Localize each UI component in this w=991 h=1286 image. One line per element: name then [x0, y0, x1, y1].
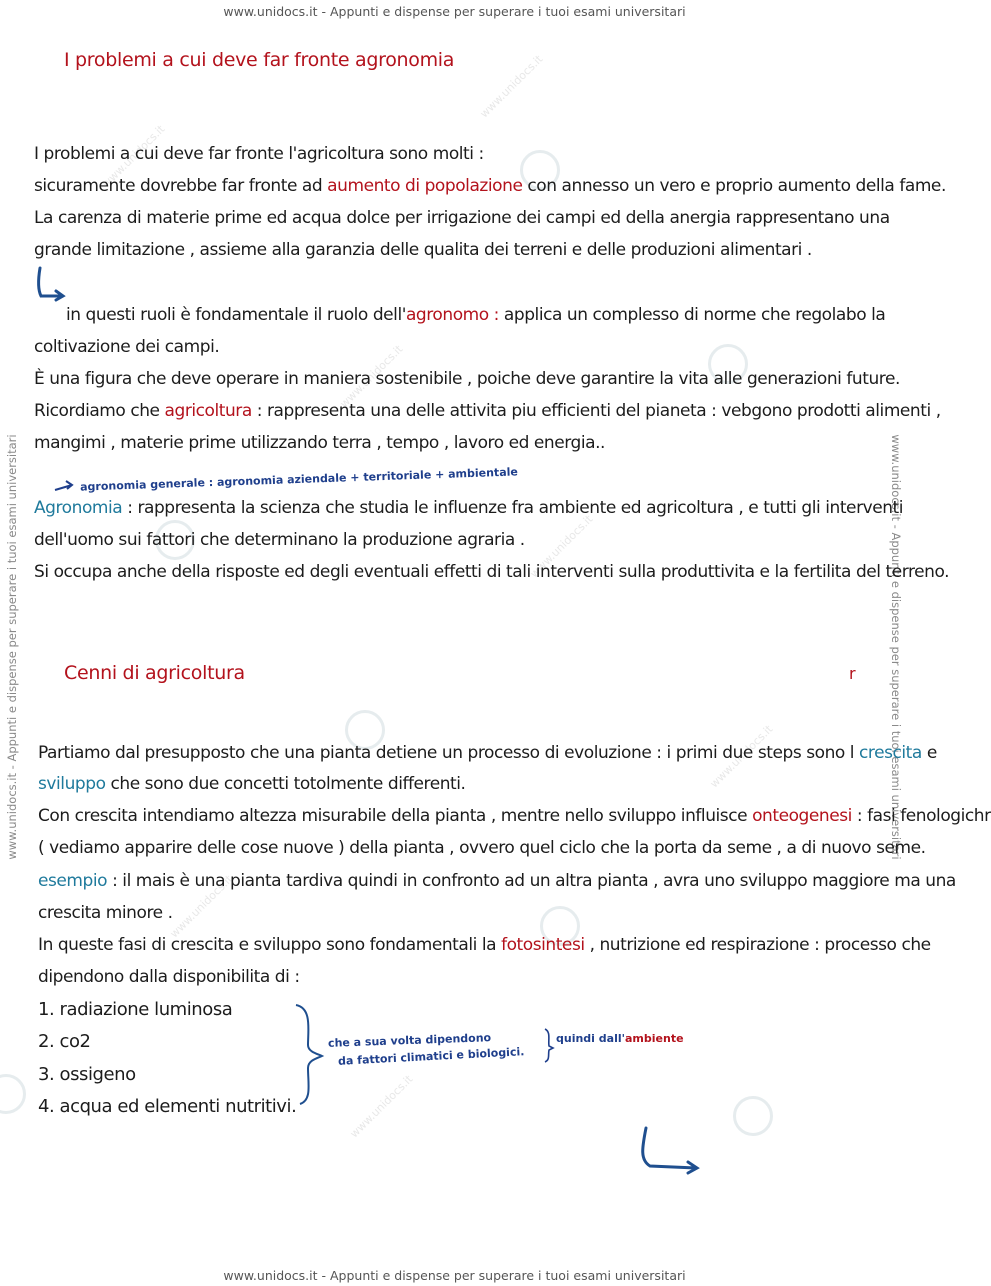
watermark-right: www.unidocs.it - Appunti e dispense per superare i tuoi esami universitari	[889, 434, 903, 860]
watermark-ghost: www.unidocs.it	[337, 342, 406, 411]
arrow-icon	[39, 268, 63, 300]
corner-mark: r	[849, 664, 856, 683]
watermark-left: www.unidocs.it - Appunti e dispense per superare i tuoi esami universitari	[5, 434, 19, 860]
highlight-term: aumento di popolazione	[327, 176, 523, 196]
brace-icon	[545, 1029, 553, 1062]
text-line: Ricordiamo che agricoltura : rappresenta una delle attivita piu efficienti del pianeta : vebgono prodotti alimenti ,	[34, 401, 941, 421]
list-item: 3. ossigeno	[38, 1064, 136, 1085]
text-line: dipendono dalla disponibilita di :	[38, 967, 300, 987]
highlight-term: onteogenesi	[752, 806, 852, 826]
watermark-ghost: www.unidocs.it	[167, 872, 236, 941]
section-heading: I problemi a cui deve far fronte agronomia	[64, 49, 455, 71]
text-line: Partiamo dal presupposto che una pianta detiene un processo di evoluzione : i primi due steps sono l crescita e	[38, 743, 937, 763]
watermark-ghost: www.unidocs.it	[477, 52, 546, 121]
handwritten-note: agronomia generale : agronomia aziendale + territoriale + ambientale	[79, 465, 519, 494]
brace-icon	[296, 1005, 322, 1104]
text-line: Agronomia : rappresenta la scienza che studia le influenze fra ambiente ed agricoltura , e tutti gli interventi	[34, 498, 904, 518]
arrow-icon	[55, 481, 72, 490]
text-line: sicuramente dovrebbe far fronte ad aumento di popolazione con annesso un vero e proprio aumento della fame.	[34, 176, 946, 196]
text-line: Si occupa anche della risposte ed degli eventuali effetti di tali interventi sulla produttivita e la fertilita del terreno.	[34, 562, 950, 582]
text-line: È una figura che deve operare in maniera sostenibile , poiche deve garantire la vita alle generazioni future.	[34, 369, 900, 389]
watermark-ghost: www.unidocs.it	[99, 122, 168, 191]
highlight-term: sviluppo	[38, 774, 106, 794]
watermark-top: www.unidocs.it - Appunti e dispense per superare i tuoi esami universitari	[223, 4, 686, 19]
text-line: coltivazione dei campi.	[34, 337, 220, 357]
text-line: esempio : il mais è una pianta tardiva quindi in confronto ad un altra pianta , avra uno sviluppo maggiore ma una	[38, 871, 956, 891]
text-line: grande limitazione , assieme alla garanzia delle qualita dei terreni e delle produzioni alimentari .	[34, 240, 812, 260]
watermark-bottom: www.unidocs.it - Appunti e dispense per superare i tuoi esami universitari	[223, 1268, 686, 1283]
list-item: 1. radiazione luminosa	[38, 999, 233, 1020]
highlight-term: agricoltura	[164, 401, 252, 421]
highlight-term: agronomo :	[405, 305, 499, 325]
list-item: 4. acqua ed elementi nutritivi.	[38, 1096, 297, 1117]
text-line: I problemi a cui deve far fronte l'agricoltura sono molti :	[34, 144, 484, 164]
text-line: sviluppo che sono due concetti totolmente differenti.	[38, 774, 466, 794]
highlight-term: ambiente	[625, 1032, 684, 1045]
watermark-ghost: www.unidocs.it	[527, 512, 596, 581]
highlight-term: esempio	[38, 871, 108, 891]
highlight-term: crescita	[859, 743, 922, 763]
arrow-icon	[643, 1128, 697, 1173]
text-line: La carenza di materie prime ed acqua dolce per irrigazione dei campi ed della anergia rappresentano una	[34, 208, 890, 228]
text-line: In queste fasi di crescita e sviluppo sono fondamentali la fotosintesi , nutrizione ed respirazione : processo che	[38, 935, 931, 955]
text-line: dell'uomo sui fattori che determinano la produzione agraria .	[34, 530, 525, 550]
handwritten-note: da fattori climatici e biologici.	[337, 1045, 525, 1068]
text-line: mangimi , materie prime utilizzando terra , tempo , lavoro ed energia..	[34, 433, 605, 453]
text-line: in questi ruoli è fondamentale il ruolo dell'agronomo : applica un complesso di norme che regolabo la	[66, 305, 886, 325]
text-line: ( vediamo apparire delle cose nuove ) della pianta , ovvero quel ciclo che la porta da seme , a di nuovo seme.	[38, 838, 926, 858]
section-heading: Cenni di agricoltura	[64, 662, 245, 684]
watermark-ghost: www.unidocs.it	[347, 1072, 416, 1141]
highlight-term: Agronomia	[34, 498, 123, 518]
text-line: crescita minore .	[38, 903, 173, 923]
handwritten-note: quindi dall'ambiente	[556, 1032, 684, 1045]
handwritten-note: che a sua volta dipendono	[327, 1031, 492, 1050]
watermark-ghost: www.unidocs.it	[707, 722, 776, 791]
highlight-term: fotosintesi	[501, 935, 585, 955]
text-line: Con crescita intendiamo altezza misurabile della pianta , mentre nello sviluppo influisce onteogenesi : fasi fenologichr	[38, 806, 991, 826]
list-item: 2. co2	[38, 1031, 91, 1052]
